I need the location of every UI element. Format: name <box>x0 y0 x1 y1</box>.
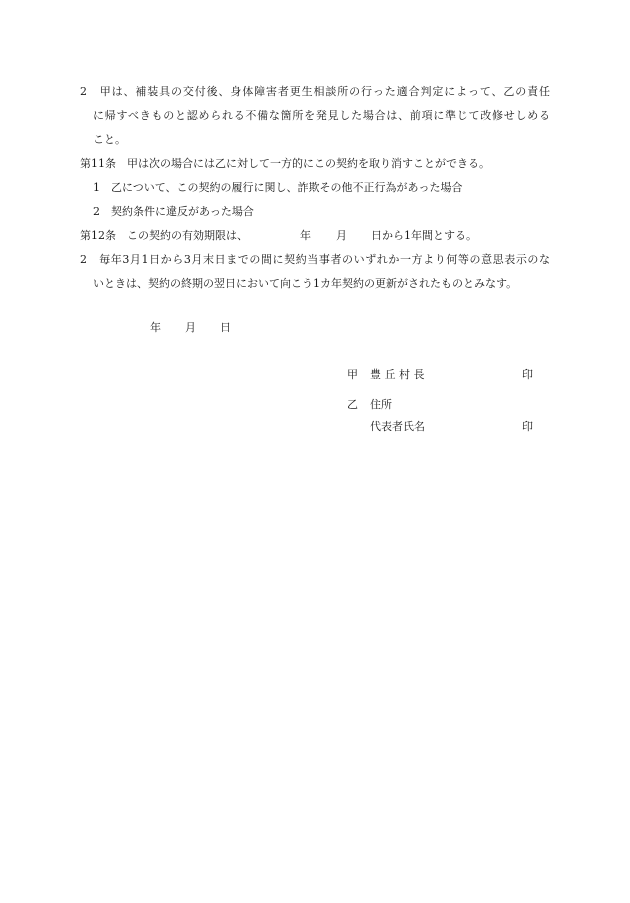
date-month: 月 <box>185 321 196 334</box>
party-b-representative-label: 代表者氏名 <box>370 420 425 433</box>
article-11-heading: 第11条 甲は次の場合には乙に対して一方的にこの契約を取り消すことができる。 <box>80 157 490 170</box>
article-10-para2-line2: に帰すべきものと認められる不備な箇所を発見した場合は、前項に準じて改修せしめる <box>93 109 550 122</box>
date-year: 年 <box>150 321 161 334</box>
article-10-para2-line3: こと。 <box>93 133 126 146</box>
party-b-mark: 乙 <box>347 398 358 411</box>
article-12-heading: 第12条 この契約の有効期限は、 <box>80 229 248 242</box>
date-day: 日 <box>220 321 231 334</box>
article-12-tail: 日から1年間とする。 <box>371 229 477 242</box>
party-a-name: 豊 丘 村 長 <box>370 368 425 381</box>
party-b-address-label: 住所 <box>370 398 392 411</box>
article-10-para2-line1: 2 甲は、補装具の交付後、身体障害者更生相談所の行った適合判定によって、乙の責任 <box>80 85 550 98</box>
article-12-para2-line2: いときは、契約の終期の翌日において向こう1カ年契約の更新がされたものとみなす。 <box>93 277 518 290</box>
article-12-year: 年 <box>300 229 311 242</box>
article-12-para2-line1: 2 毎年3月1日から3月末日までの間に契約当事者のいずれか一方より何等の意思表示のな <box>80 253 550 266</box>
article-11-item-1: 1 乙について、この契約の履行に関し、詐欺その他不正行為があった場合 <box>93 181 463 194</box>
article-12-month: 月 <box>336 229 347 242</box>
article-11-item-2: 2 契約条件に違反があった場合 <box>93 205 254 218</box>
party-a-seal: 印 <box>522 368 533 381</box>
party-b-seal: 印 <box>522 420 533 433</box>
party-a-mark: 甲 <box>347 368 358 381</box>
